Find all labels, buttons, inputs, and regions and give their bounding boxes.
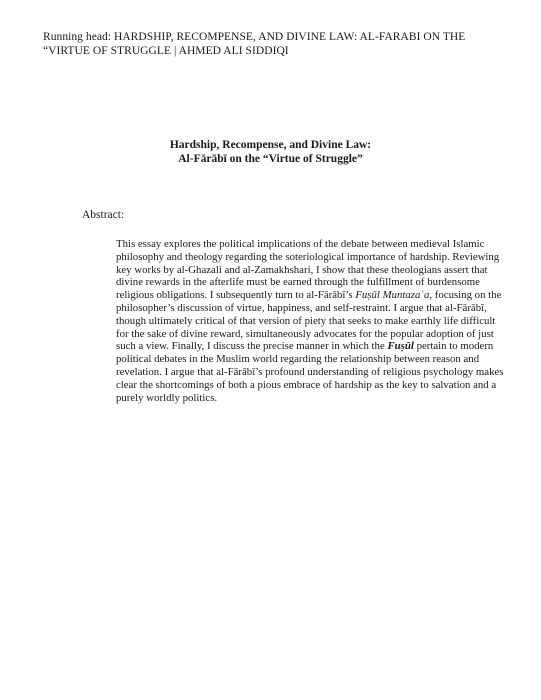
title-line-2: Al-Fārābī on the “Virtue of Struggle” [178,153,363,165]
running-head: Running head: HARDSHIP, RECOMPENSE, AND DIVINE LAW: AL-FARABI ON THE “VIRTUE OF STRUGGLE | AHMED ALI SIDDIQI [43,31,466,57]
abstract-body [116,238,506,404]
abstract-text-part-2: , focusing on the philosopher’s discussion of virtue, happiness, and self-restraint. I argue that al-Fārābī, though ultimately critical of that version of piety that seeks to make earthly life difficult for the sake of divine reward, simultaneously advocates for the popular adoption of just such a view. Finally, I discuss the precise manner in which the [116,289,502,353]
abstract-text-part-3: pertain to modern political debates in the Muslim world regarding the relationship between reason and revelation. I argue that al-Fārābī’s profound understanding of religious psychology makes clear the shortcomings of both a pious embrace of hardship as the key to salvation and a purely worldly politics. [116,340,504,404]
title-line-1: Hardship, Recompense, and Divine Law: [169,139,372,151]
abstract-italic-short-title: Fuṣūl [387,340,414,353]
paper-title [0,138,541,166]
abstract-italic-title: Fuṣūl Muntazaʿa [355,289,430,302]
abstract-label: Abstract: [82,209,125,221]
abstract-text-part-1: This essay explores the political implications of the debate between medieval Islamic philosophy and theology regarding the soteriological importance of hardship. Reviewing key works by al-Ghazali and al-Zamakhshari, I show that these theologians assert that divine rewards in the afterlife must be earned through the fulfillment of burdensome religious obligations. I subsequently turn to al-Fārābī’s [116,238,500,302]
